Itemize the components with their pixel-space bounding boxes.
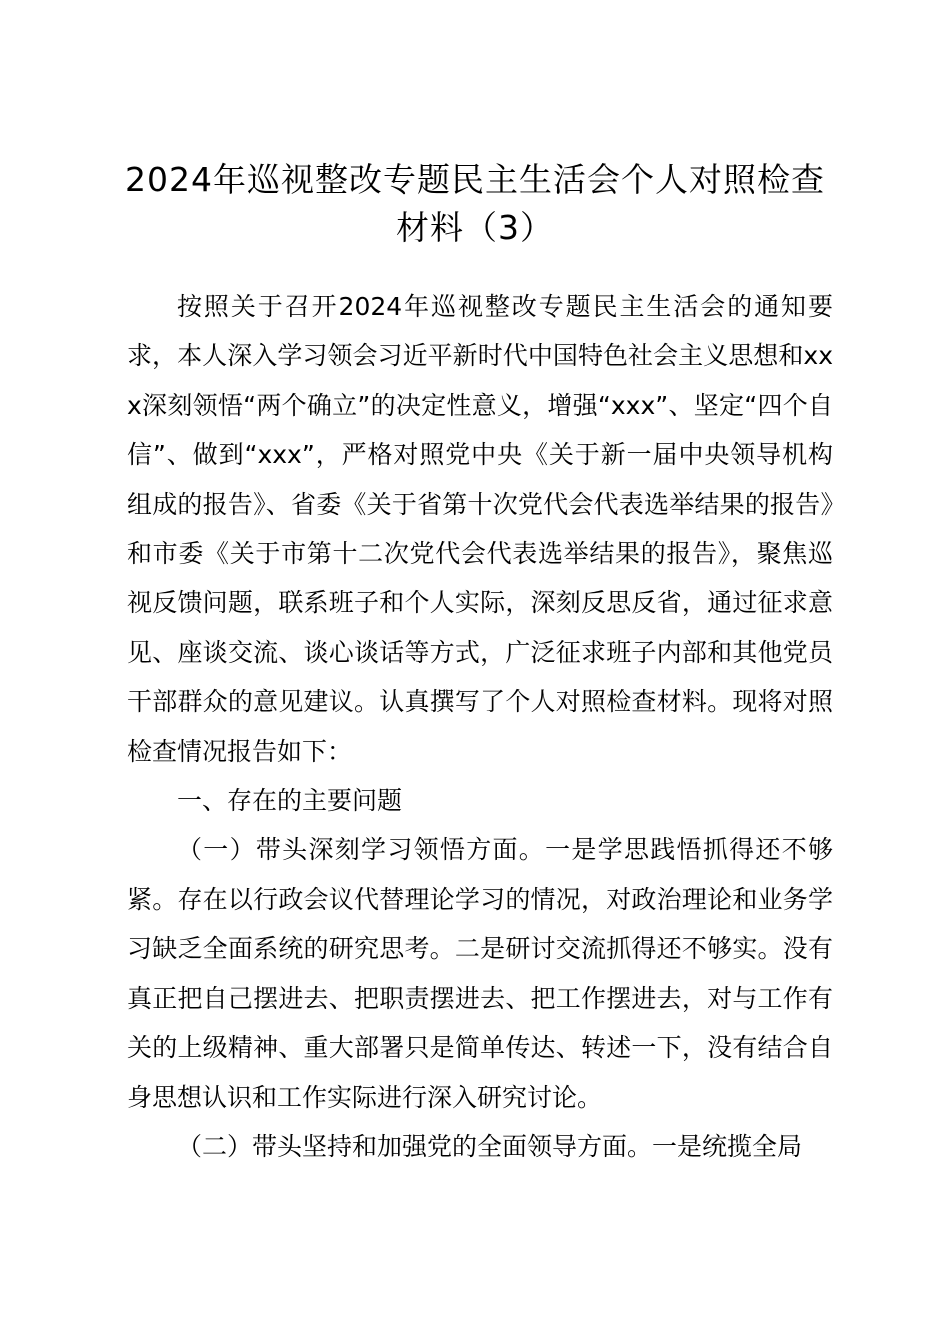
- section-heading: 一、存在的主要问题: [177, 786, 403, 816]
- document-title: 2024年巡视整改专题民主生活会个人对照检查材料（3）: [125, 160, 825, 247]
- issue-paragraph-2: （二）带头坚持和加强党的全面领导方面。一是统揽全局: [177, 1131, 803, 1161]
- intro-paragraph: 按照关于召开2024年巡视整改专题民主生活会的通知要求，本人深入学习领会习近平新时代中国特色社会主义思想和xxx深刻领悟“两个确立”的决定性意义，增强“xxx”、坚定“四个自信”、做到“xxx”，严格对照党中央《关于新一届中央领导机构组成的报告》、省委《关于省第十次党代会代表选举结果的报告》和市委《关于市第十二次党代会代表选举结果的报告》，聚焦巡视反馈问题，联系班子和个人实际，深刻反思反省，通过征求意见、座谈交流、谈心谈话等方式，广泛征求班子内部和其他党员干部群众的意见建议。认真撰写了个人对照检查材料。现将对照检查情况报告如下：: [127, 292, 833, 766]
- issue-paragraph-1: （一）带头深刻学习领悟方面。一是学思践悟抓得还不够紧。存在以行政会议代替理论学习的情况，对政治理论和业务学习缺乏全面系统的研究思考。二是研讨交流抓得还不够实。没有真正把自己摆进去、把职责摆进去、把工作摆进去，对与工作有关的上级精神、重大部署只是简单传达、转述一下，没有结合自身思想认识和工作实际进行深入研究讨论。: [127, 835, 833, 1112]
- document-body: [127, 282, 833, 1171]
